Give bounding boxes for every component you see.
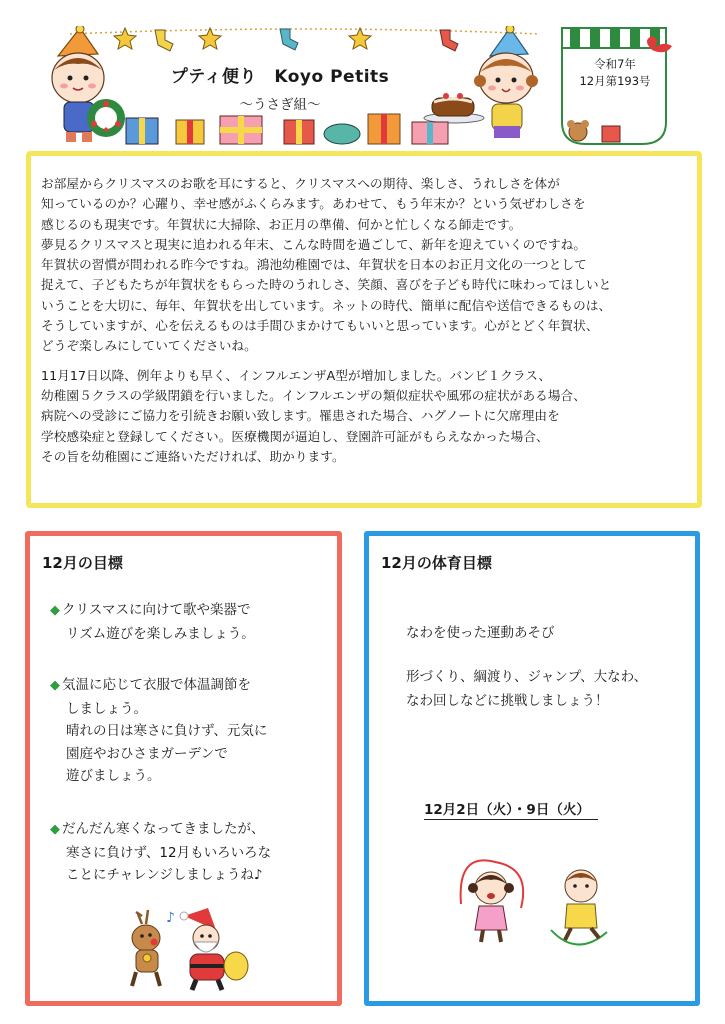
goal-line: だんだん寒くなってきましたが、 bbox=[62, 821, 265, 837]
intro-line: その旨を幼稚園にご連絡いただければ、助かります。 bbox=[41, 448, 345, 464]
intro-line: 夢見るクリスマスと現実に追われる年末、こんな時間を過ごして、新年を迎えていくのですね。 bbox=[41, 236, 587, 252]
newsletter-title: プティ便り Koyo Petits bbox=[170, 67, 390, 87]
newsletter-title-block bbox=[150, 62, 410, 113]
goal-line: クリスマスに向けて歌や楽器で bbox=[62, 602, 251, 618]
goal-item bbox=[50, 674, 267, 788]
intro-paragraph-1 bbox=[41, 174, 687, 357]
issue-number: 12月第193号 bbox=[579, 74, 651, 88]
header bbox=[0, 0, 725, 150]
svg-text:♪: ♪ bbox=[166, 910, 175, 926]
pe-activity: なわを使った運動あそび bbox=[406, 625, 555, 641]
pe-description-line: 形づくり、綱渡り、ジャンプ、大なわ、 bbox=[406, 669, 648, 685]
diamond-bullet-icon: ◆ bbox=[50, 678, 60, 693]
monthly-goals-box bbox=[25, 531, 342, 1006]
intro-line: 感じるのも現実です。年賀状に大掃除、お正月の準備、何かと忙しくなる師走です。 bbox=[41, 216, 522, 232]
intro-line: 捉えて、子どもたちが年賀状をもらった時のうれしさ、笑顔、喜びを子ども時代に味わってほしいと bbox=[41, 277, 612, 293]
issue-era-year: 令和7年 bbox=[594, 57, 636, 71]
goal-item bbox=[50, 818, 271, 887]
goal-line: ことにチャレンジしましょうね♪ bbox=[66, 867, 263, 883]
intro-line: 年賀状の習慣が問われる昨今ですね。鴻池幼稚園では、年賀状を日本のお正月文化の一つとして bbox=[41, 257, 587, 273]
intro-line: 幼稚園５クラスの学級閉鎖を行いました。インフルエンザの類似症状や風邪の症状がある場合、 bbox=[41, 387, 586, 403]
intro-line: 知っているのか？心躍り、幸せ感がふくらみます。あわせて、もう年末か？という気ぜわしさを bbox=[41, 196, 586, 212]
intro-line: いうことを大切に、毎年、年賀状を出しています。ネットの時代、簡単に配信や送信できるものは、 bbox=[41, 297, 612, 313]
pe-dates: 12月2日（火）・9日（火） bbox=[424, 798, 598, 820]
intro-line: お部屋からクリスマスのお歌を耳にすると、クリスマスへの期待、楽しさ、うれしさを体が bbox=[41, 176, 560, 191]
intro-line: そうしていますが、心を伝えるものは手間ひまかけてもいいと思っています。心がとどく年賀状、 bbox=[41, 318, 599, 334]
class-name: 〜うさぎ組〜 bbox=[239, 97, 321, 113]
children-jumping-rope-illustration bbox=[447, 858, 627, 954]
issue-info bbox=[560, 56, 670, 90]
goal-line: 晴れの日は寒さに負けず、元気に bbox=[66, 723, 268, 739]
goal-line: 遊びましょう。 bbox=[66, 768, 161, 784]
pe-description-line: なわ回しなどに挑戦しましょう！ bbox=[406, 693, 609, 709]
intro-message-box bbox=[26, 151, 702, 508]
gift-boxes-decoration bbox=[122, 110, 452, 146]
monthly-goals-heading: 12月の目標 bbox=[42, 554, 123, 572]
goal-line: 寒さに負けず、12月もいろいろな bbox=[66, 844, 272, 861]
intro-paragraph-2 bbox=[41, 366, 687, 467]
goal-line: 気温に応じて衣服で体温調節を bbox=[62, 677, 251, 693]
intro-line: 11月17日以降、例年よりも早く、インフルエンザA型が増加しました。バンビ１クラス、 bbox=[41, 367, 552, 383]
intro-line: 学校感染症と登録してください。医療機関が逼迫し、登園許可証がもらえなかった場合、 bbox=[41, 428, 549, 444]
intro-line: どうぞ楽しみにしていてくださいね。 bbox=[41, 338, 257, 354]
pe-goals-heading: 12月の体育目標 bbox=[381, 554, 492, 572]
goal-line: リズム遊びを楽しみましょう。 bbox=[66, 625, 255, 642]
diamond-bullet-icon: ◆ bbox=[50, 603, 60, 618]
diamond-bullet-icon: ◆ bbox=[50, 822, 60, 837]
goal-line: 園庭やおひさまガーデンで bbox=[66, 745, 228, 762]
intro-line: 病院への受診にご協力を引続きお願い致します。罹患された場合、ハグノートに欠席理由を bbox=[41, 408, 560, 424]
goal-item bbox=[50, 599, 255, 645]
goal-line: しましょう。 bbox=[66, 700, 147, 717]
reindeer-and-santa-illustration bbox=[124, 906, 254, 994]
pe-goals-box bbox=[364, 531, 700, 1006]
